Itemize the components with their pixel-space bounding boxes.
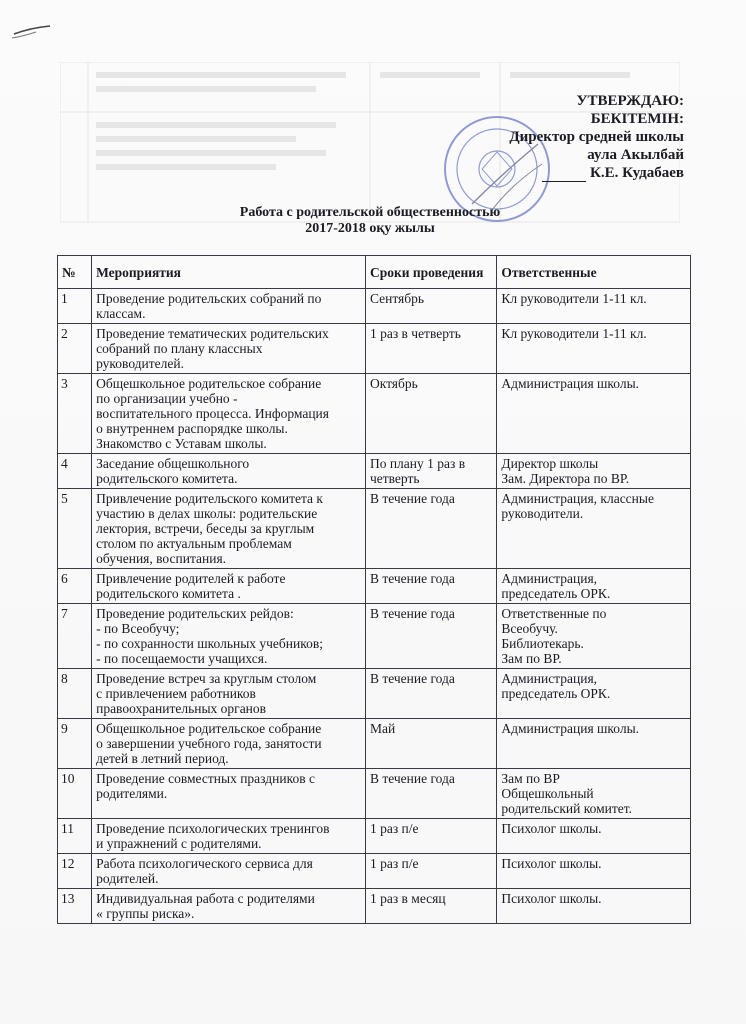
- row-activity-line: Проведение совместных праздников с: [96, 771, 315, 786]
- table-row: [58, 324, 691, 374]
- row-responsible-line: руководители.: [501, 506, 584, 521]
- row-when-line: В течение года: [369, 606, 455, 621]
- row-number: 5: [58, 489, 92, 569]
- row-when: [365, 454, 496, 489]
- row-activity-line: столом по актуальным проблемам: [96, 536, 292, 551]
- row-responsible-line: Ответственные по: [501, 606, 607, 621]
- approval-title-ru: УТВЕРЖДАЮ:: [576, 93, 684, 109]
- table-row: [58, 569, 691, 604]
- row-activity-line: руководителей.: [96, 356, 184, 371]
- row-activity-line: Индивидуальная работа с родителями: [96, 891, 315, 906]
- signature-line: [542, 181, 586, 182]
- row-responsible-line: родительский комитет.: [501, 801, 633, 816]
- row-responsible: [497, 854, 691, 889]
- row-responsible: [497, 604, 691, 669]
- row-responsible-line: Администрация школы.: [501, 721, 640, 736]
- title-line-1: Работа с родительской общественностью: [239, 205, 501, 220]
- row-responsible: [497, 454, 691, 489]
- row-when: [365, 569, 496, 604]
- row-when: [365, 719, 496, 769]
- row-responsible: [497, 819, 691, 854]
- row-activity-line: Знакомство с Уставам школы.: [96, 436, 267, 451]
- table-row: [58, 854, 691, 889]
- row-when-line: В течение года: [369, 771, 455, 786]
- row-activity-line: о завершении учебного года, занятости: [96, 736, 322, 751]
- header-when: Сроки проведения: [365, 256, 496, 289]
- row-activity-line: Работа психологического сервиса для: [96, 856, 313, 871]
- row-activity: [92, 324, 366, 374]
- title-line-2: 2017-2018 оқу жылы: [305, 221, 435, 236]
- row-number: 2: [58, 324, 92, 374]
- row-responsible-line: Зам. Директора по ВР.: [501, 471, 630, 486]
- row-number: 9: [58, 719, 92, 769]
- row-number: 10: [58, 769, 92, 819]
- row-responsible: [497, 324, 691, 374]
- pen-mark-icon: [10, 20, 54, 44]
- row-responsible: [497, 569, 691, 604]
- row-responsible-line: Администрация, классные: [501, 491, 654, 506]
- table-row: [58, 454, 691, 489]
- approval-block: [509, 92, 684, 182]
- row-number: 11: [58, 819, 92, 854]
- table-header-row: [58, 256, 691, 289]
- table-row: [58, 289, 691, 324]
- row-when: [365, 889, 496, 924]
- row-when-line: Октябрь: [369, 376, 418, 391]
- row-responsible-line: Кл руководители 1-11 кл.: [501, 291, 647, 306]
- header-num: №: [58, 256, 92, 289]
- approval-title-kz: БЕКІТЕМІН:: [590, 111, 684, 127]
- row-responsible: [497, 719, 691, 769]
- row-activity: [92, 819, 366, 854]
- row-responsible-line: Администрация школы.: [501, 376, 640, 391]
- row-number: 7: [58, 604, 92, 669]
- row-activity-line: обучения, воспитания.: [96, 551, 227, 566]
- row-responsible-line: председатель ОРК.: [501, 686, 611, 701]
- row-activity-line: собраний по плану классных: [96, 341, 263, 356]
- row-responsible: [497, 489, 691, 569]
- row-activity-line: Проведение встреч за круглым столом: [96, 671, 317, 686]
- row-activity-line: детей в летний период.: [96, 751, 229, 766]
- row-activity-line: классам.: [96, 306, 146, 321]
- row-activity-line: Заседание общешкольного: [96, 456, 250, 471]
- approval-name: К.Е. Кудабаев: [589, 165, 684, 181]
- header-responsible: Ответственные: [497, 256, 691, 289]
- row-responsible: [497, 374, 691, 454]
- row-responsible-line: Психолог школы.: [501, 891, 602, 906]
- row-activity-line: о внутреннем распорядке школы.: [96, 421, 288, 436]
- row-activity: [92, 719, 366, 769]
- row-activity: [92, 289, 366, 324]
- row-number: 13: [58, 889, 92, 924]
- row-when: [365, 374, 496, 454]
- table-row: [58, 889, 691, 924]
- row-activity-line: по организации учебно -: [96, 391, 238, 406]
- approval-position: Директор средней школы: [509, 129, 684, 145]
- table-row: [58, 769, 691, 819]
- approval-village: аула Акылбай: [587, 147, 684, 163]
- row-responsible-line: Кл руководители 1-11 кл.: [501, 326, 647, 341]
- table-row: [58, 819, 691, 854]
- row-responsible-line: Администрация,: [501, 571, 598, 586]
- row-activity-line: Проведение родительских рейдов:: [96, 606, 294, 621]
- row-when: [365, 669, 496, 719]
- row-responsible-line: Администрация,: [501, 671, 598, 686]
- row-when: [365, 324, 496, 374]
- row-activity-line: и упражнений с родителями.: [96, 836, 262, 851]
- row-when-line: 1 раз п/е: [369, 856, 419, 871]
- row-when-line: В течение года: [369, 571, 455, 586]
- row-activity: [92, 769, 366, 819]
- row-responsible-line: Психолог школы.: [501, 856, 602, 871]
- row-activity-line: Общешкольное родительское собрание: [96, 721, 322, 736]
- row-activity: [92, 454, 366, 489]
- row-activity-line: Привлечение родительского комитета к: [96, 491, 323, 506]
- row-number: 6: [58, 569, 92, 604]
- row-when-line: Май: [369, 721, 396, 736]
- row-when-line: Сентябрь: [369, 291, 425, 306]
- row-activity: [92, 889, 366, 924]
- row-activity-line: - по Всеобучу;: [96, 621, 180, 636]
- row-when: [365, 604, 496, 669]
- row-activity-line: Привлечение родителей к работе: [96, 571, 286, 586]
- row-activity-line: родителей.: [96, 871, 159, 886]
- row-activity-line: родительского комитета .: [96, 586, 241, 601]
- row-activity: [92, 489, 366, 569]
- row-number: 4: [58, 454, 92, 489]
- row-activity: [92, 569, 366, 604]
- row-when-line: 1 раз в месяц: [369, 891, 446, 906]
- row-activity-line: участию в делах школы: родительские: [96, 506, 318, 521]
- row-activity-line: лектория, встречи, беседы за круглым: [96, 521, 315, 536]
- document-title: [150, 205, 590, 237]
- row-responsible-line: Зам по ВР.: [501, 651, 562, 666]
- row-responsible-line: Библиотекарь.: [501, 636, 584, 651]
- row-activity-line: « группы риска».: [96, 906, 195, 921]
- row-when-line: В течение года: [369, 671, 455, 686]
- row-activity-line: воспитательного процесса. Информация: [96, 406, 329, 421]
- row-when: [365, 769, 496, 819]
- row-activity-line: родительского комитета.: [96, 471, 238, 486]
- table-row: [58, 489, 691, 569]
- row-responsible-line: Психолог школы.: [501, 821, 602, 836]
- row-responsible: [497, 769, 691, 819]
- row-when: [365, 489, 496, 569]
- header-activity: Мероприятия: [92, 256, 366, 289]
- row-when-line: четверть: [369, 471, 420, 486]
- row-responsible-line: Зам по ВР: [501, 771, 560, 786]
- row-when-line: В течение года: [369, 491, 455, 506]
- row-when: [365, 854, 496, 889]
- row-responsible-line: председатель ОРК.: [501, 586, 611, 601]
- row-responsible-line: Общешкольный: [501, 786, 594, 801]
- row-activity: [92, 604, 366, 669]
- table-body: [58, 289, 691, 924]
- row-activity-line: - по посещаемости учащихся.: [96, 651, 268, 666]
- table-row: [58, 669, 691, 719]
- row-activity: [92, 669, 366, 719]
- row-activity-line: родителями.: [96, 786, 168, 801]
- row-number: 1: [58, 289, 92, 324]
- approval-signatory: [509, 164, 684, 182]
- row-activity-line: Общешкольное родительское собрание: [96, 376, 322, 391]
- row-when: [365, 819, 496, 854]
- row-activity-line: с привлечением работников: [96, 686, 256, 701]
- row-number: 12: [58, 854, 92, 889]
- row-activity-line: правоохранительных органов: [96, 701, 267, 716]
- row-when: [365, 289, 496, 324]
- row-responsible: [497, 669, 691, 719]
- row-activity: [92, 854, 366, 889]
- row-number: 8: [58, 669, 92, 719]
- row-activity: [92, 374, 366, 454]
- table-row: [58, 374, 691, 454]
- table-row: [58, 719, 691, 769]
- row-activity-line: Проведение тематических родительских: [96, 326, 329, 341]
- activities-table: [57, 255, 691, 924]
- row-responsible-line: Директор школы: [501, 456, 599, 471]
- row-activity-line: Проведение родительских собраний по: [96, 291, 322, 306]
- row-responsible: [497, 289, 691, 324]
- row-when-line: 1 раз п/е: [369, 821, 419, 836]
- row-activity-line: - по сохранности школьных учебников;: [96, 636, 323, 651]
- row-responsible-line: Всеобучу.: [501, 621, 558, 636]
- row-number: 3: [58, 374, 92, 454]
- row-when-line: 1 раз в четверть: [369, 326, 461, 341]
- row-responsible: [497, 889, 691, 924]
- row-activity-line: Проведение психологических тренингов: [96, 821, 330, 836]
- table-row: [58, 604, 691, 669]
- row-when-line: По плану 1 раз в: [369, 456, 466, 471]
